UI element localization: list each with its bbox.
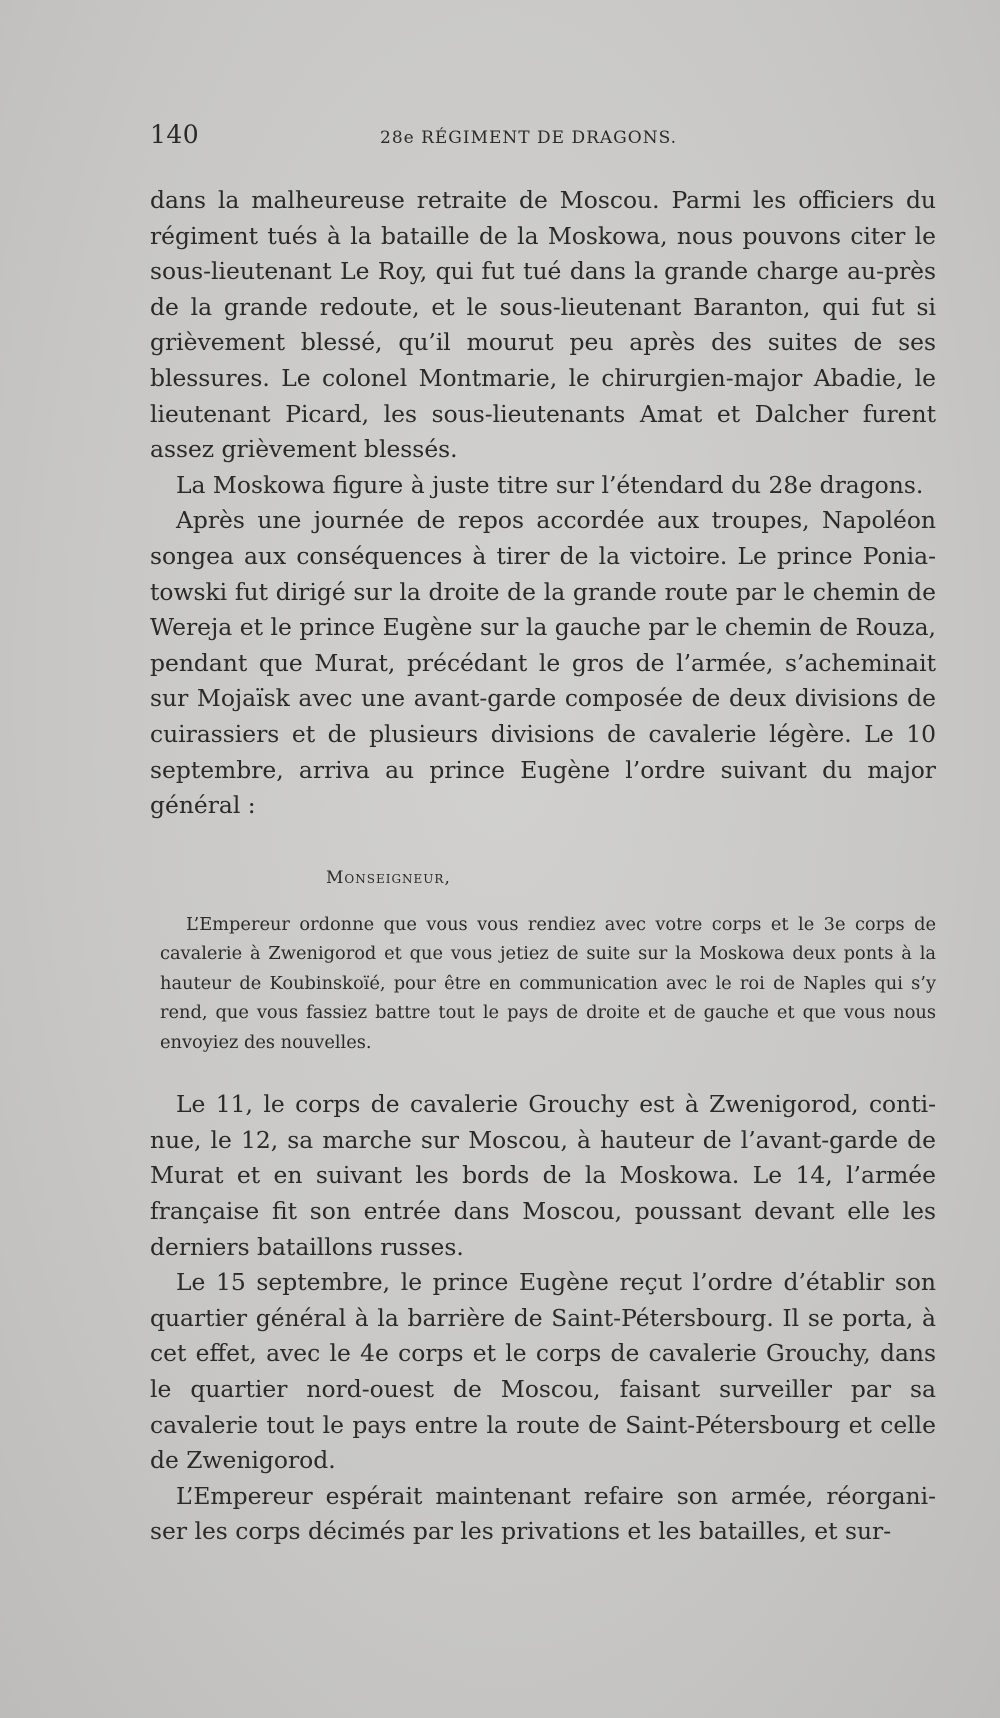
paragraph: Le 11, le corps de cavalerie Grouchy est à Zwenigorod, conti-nue, le 12, sa marche sur Moscou, à hauteur de l’avant-garde de Murat et en suivant les bords de la Moskowa. Le 14, l’armée française fit son entrée dans Moscou, poussant devant elle les derniers bataillons russes. [150, 1090, 936, 1261]
paragraph: Après une journée de repos accordée aux troupes, Napoléon songea aux conséquences à tirer de la victoire. Le prince Ponia-towski fut dirigé sur la droite de la grande route par le chemin de Wereja et le prince Eugène sur la gauche par le chemin de Rouza, pendant que Murat, précédant le gros de l’armée, s’acheminait sur Mojaïsk avec une avant-garde composée de deux divisions de cuirassiers et de plusieurs divisions de cavalerie légère. Le 10 septembre, arriva au prince Eugène l’ordre suivant du major général : [150, 506, 936, 820]
quoted-letter: L’Empereur ordonne que vous vous rendiez avec votre corps et le 3e corps de cavalerie à Zwenigorod et que vous jetiez de suite sur la Moskowa deux ponts à la hauteur de Koubinskoïé, pour être en communication avec le roi de Naples qui s’y rend, que vous fassiez battre tout le pays de droite et de gauche et que vous nous envoyiez des nouvelles. [160, 913, 936, 1053]
page-header [150, 120, 936, 149]
paragraph: L’Empereur espérait maintenant refaire son armée, réorgani-ser les corps décimés par les privations et les batailles, et sur- [150, 1481, 936, 1546]
letter-salutation: Monseigneur, [326, 867, 451, 888]
running-title: 28e RÉGIMENT DE DRAGONS. [380, 128, 678, 148]
page-number: 140 [150, 120, 200, 149]
paragraph: Le 15 septembre, le prince Eugène reçut l’ordre d’établir son quartier général à la barrière de Saint-Pétersbourg. Il se porta, à cet effet, avec le 4e corps et le corps de cavalerie Grouchy, dans le quartier nord-ouest de Moscou, faisant surveiller par sa cavalerie tout le pays entre la route de Saint-Pétersbourg et celle de Zwenigorod. [150, 1268, 936, 1475]
paragraph: La Moskowa figure à juste titre sur l’étendard du 28e dragons. [176, 470, 924, 499]
paragraph: dans la malheureuse retraite de Moscou. Parmi les officiers du régiment tués à la bataille de la Moskowa, nous pouvons citer le sous-lieutenant Le Roy, qui fut tué dans la grande charge au-près de la grande redoute, et le sous-lieutenant Baranton, qui fut si grièvement blessé, qu’il mourut peu après des suites de ses blessures. Le colonel Montmarie, le chirurgien-major Abadie, le lieutenant Picard, les sous-lieutenants Amat et Dalcher furent assez grièvement blessés. [150, 186, 936, 464]
